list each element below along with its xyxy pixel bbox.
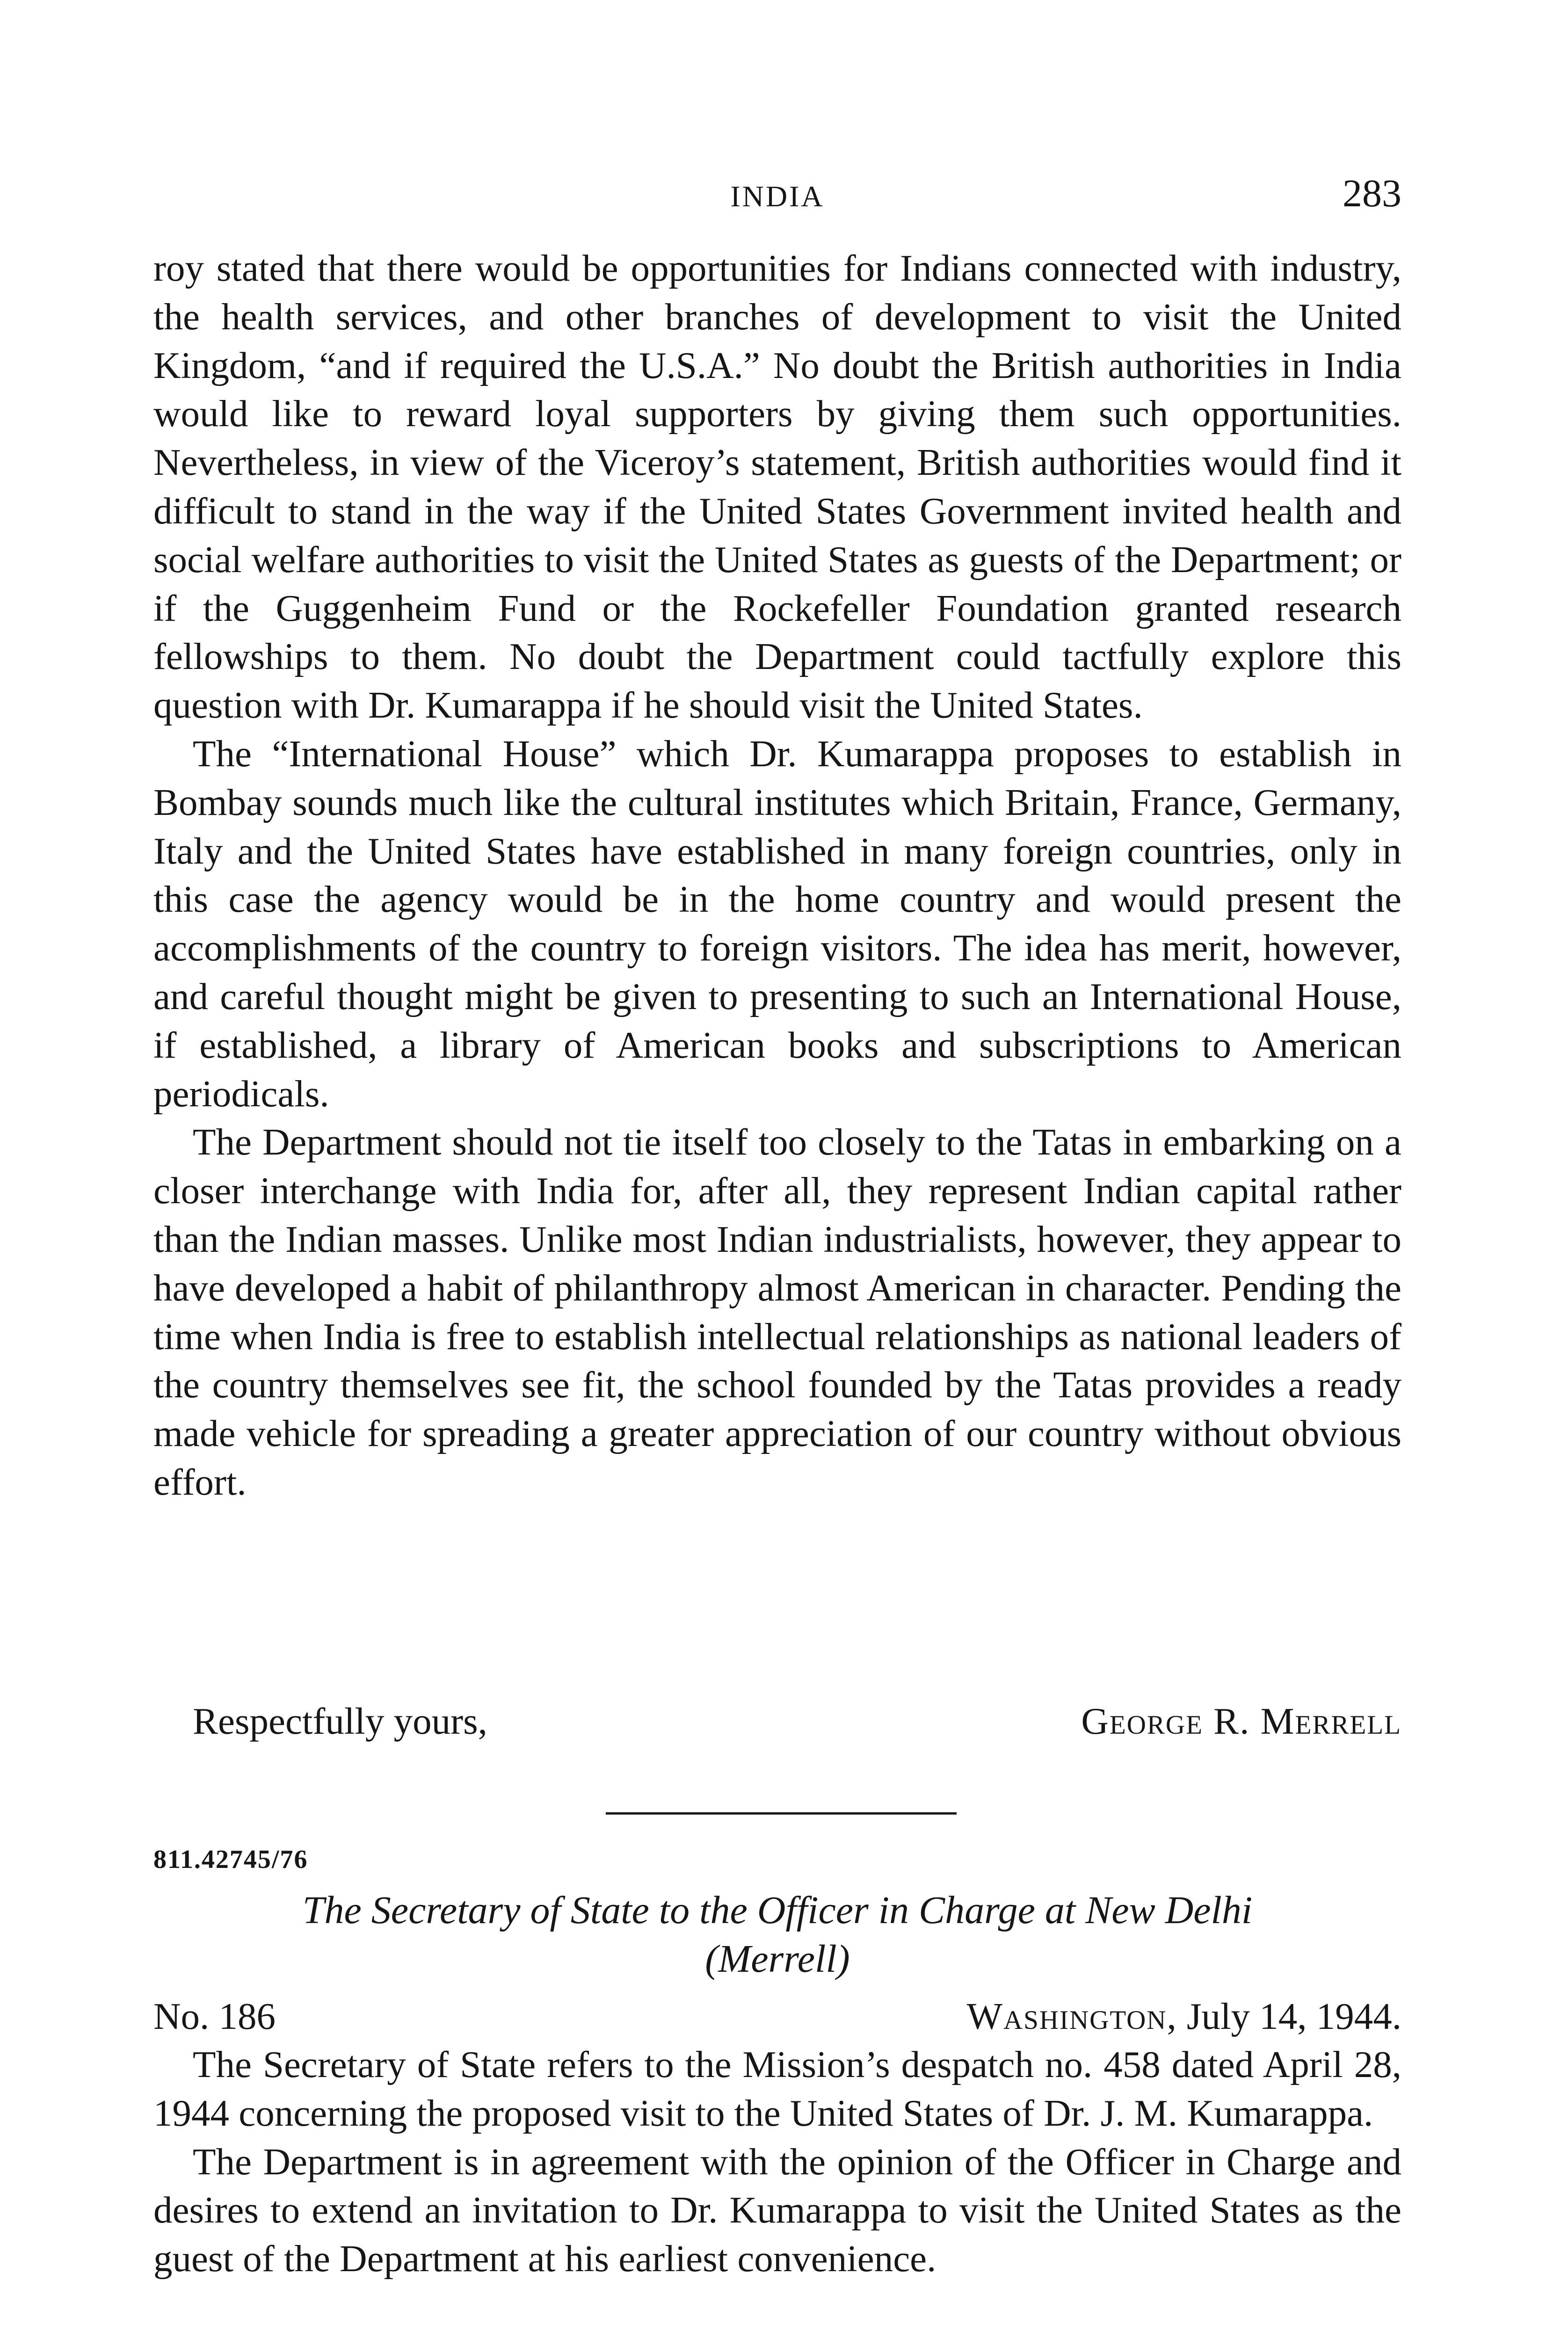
signature: George R. Merrell: [1081, 1700, 1401, 1742]
letter1-paragraph-3: The Department should not tie itself too closely to the Tatas in embarking on a closer interchange with India for, after all, they represent Indian capital rather than the Indian masses. Unlike most Indian industrialists, however, they appear to have developed a habit of philanthropy almost American in character. Pending the time when India is free to establish intellectual relationships as national leaders of the country themselves see fit, the school founded by the Tatas provides a ready made vehicle for spreading a greater appreciation of our country without obvious effort.: [153, 1121, 1401, 1503]
letter2-paragraph-1: The Secretary of State refers to the Mission’s despatch no. 458 dated April 28, 1944 concerning the proposed visit to the United States of Dr. J. M. Kumarappa.: [153, 2043, 1401, 2134]
dateline-date: July 14, 1944.: [1186, 1995, 1401, 2037]
document-title-line-2: (Merrell): [705, 1937, 850, 1981]
page-header: [153, 171, 1401, 222]
letter2-paragraph-2: The Department is in agreement with the opinion of the Officer in Charge and desires to extend an invitation to Dr. Kumarappa to visit the United States as the guest of the Department at his earliest convenience.: [153, 2140, 1401, 2280]
page-number: 283: [1343, 172, 1401, 215]
document-title: [153, 1886, 1401, 1983]
document-number: No. 186: [153, 1995, 276, 2037]
closing-salutation: Respectfully yours,: [193, 1700, 487, 1742]
dateline: [967, 1992, 1401, 2041]
letter1-paragraph-2: The “International House” which Dr. Kumarappa proposes to establish in Bombay sounds much like the cultural institutes which Britain, France, Germany, Italy and the United States have established in many foreign countries, only in this case the agency would be in the home country and would present the accomplishments of the country to foreign visitors. The idea has merit, however, and careful thought might be given to presenting to such an International House, if established, a library of American books and subscriptions to American periodicals.: [153, 732, 1401, 1115]
file-number: 811.42745/76: [153, 1845, 308, 1874]
closing-row: [153, 1697, 1401, 1745]
dateline-row: [153, 1992, 1401, 2041]
dateline-place: Washington,: [966, 1995, 1177, 2037]
letter1-paragraph-1: roy stated that there would be opportunities for Indians connected with industry, the health services, and other branches of development to visit the United Kingdom, “and if required the U.S.A.” No doubt the British authorities in India would like to reward loyal supporters by giving them such opportunities. Nevertheless, in view of the Viceroy’s statement, British authorities would find it difficult to stand in the way if the United States Government invited health and social welfare authorities to visit the United States as guests of the Department; or if the Guggenheim Fund or the Rockefeller Foundation granted research fellowships to them. No doubt the Department could tactfully explore this question with Dr. Kumarappa if he should visit the United States.: [153, 247, 1401, 726]
document-title-line-1: The Secretary of State to the Officer in Charge at New Delhi: [302, 1889, 1253, 1932]
running-head: INDIA: [730, 180, 825, 213]
section-divider: [606, 1812, 957, 1815]
letter2-body: [153, 2041, 1401, 2283]
letter1-body: [153, 244, 1401, 1507]
